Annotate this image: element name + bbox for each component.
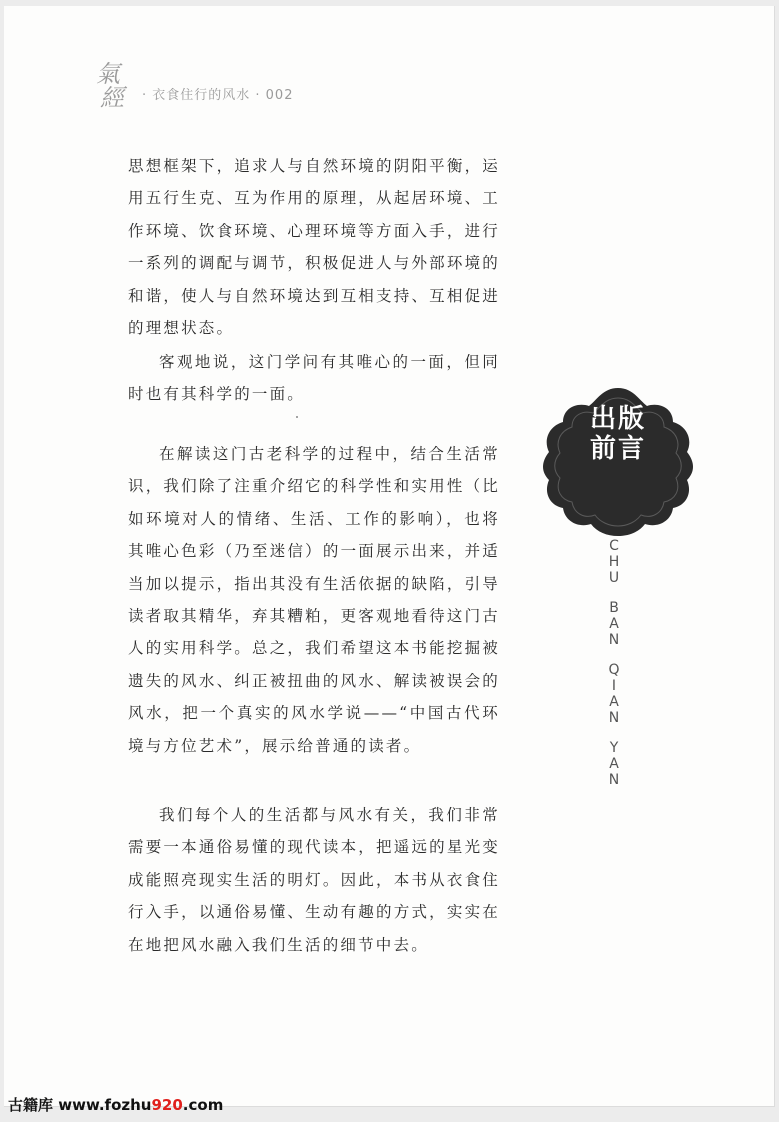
pinyin-gap — [599, 726, 629, 740]
section-badge — [541, 386, 695, 536]
badge-title-line-2: 前言 — [589, 434, 646, 464]
running-head: · 衣食住行的风水 · 002 — [142, 88, 294, 103]
pinyin-letter: H — [608, 554, 620, 570]
site-url-number: 920 — [151, 1096, 183, 1114]
pinyin-letter: A — [609, 756, 619, 772]
book-page — [4, 6, 775, 1107]
section-pinyin — [599, 538, 629, 788]
watermark-footer — [8, 1094, 223, 1115]
stray-mark — [296, 416, 298, 418]
pinyin-letter: N — [608, 710, 620, 726]
paragraph-4-text: 我们每个人的生活都与风水有关，我们非常需要一本通俗易懂的现代读本，把遥远的星光变成能照亮现实生活的明灯。因此，本书从衣食住行入手，以通俗易懂、生动有趣的方式，实实在在地把风水融入我们生活的细节中去。 — [128, 806, 500, 954]
pinyin-letter: U — [608, 570, 620, 586]
badge-title-line-1: 出版 — [589, 404, 646, 434]
book-logo-top: 氣 — [96, 60, 118, 88]
site-url-prefix: www.fozhu — [58, 1096, 152, 1114]
site-url[interactable] — [58, 1096, 223, 1114]
paragraph-2-text: 客观地说，这门学问有其唯心的一面，但同时也有其科学的一面。 — [128, 353, 500, 404]
pinyin-letter: B — [609, 600, 619, 616]
paragraph-4 — [128, 799, 500, 961]
paragraph-3 — [128, 438, 500, 762]
badge-title — [541, 404, 695, 464]
paragraph-3-text: 在解读这门古老科学的过程中，结合生活常识，我们除了注重介绍它的科学性和实用性（比如环境对人的情绪、生活、工作的影响），也将其唯心色彩（乃至迷信）的一面展示出来，并适当加以提示，指出其没有生活依据的缺陷，引导读者取其精华，弃其糟粕，更客观地看待这门古人的实用科学。总之，我们希望这本书能挖掘被遗失的风水、纠正被扭曲的风水、解读被误会的风水，把一个真实的风水学说——“中国古代环境与方位艺术”，展示给普通的读者。 — [128, 445, 500, 755]
paragraph-1-text: 思想框架下，追求人与自然环境的阴阳平衡，运用五行生克、互为作用的原理，从起居环境、工作环境、饮食环境、心理环境等方面入手，进行一系列的调配与调节，积极促进人与外部环境的和谐，使人与自然环境达到互相支持、互相促进的理想状态。 — [128, 157, 500, 338]
pinyin-letter: I — [611, 678, 617, 694]
book-logo-bottom: 經 — [100, 84, 122, 112]
pinyin-gap — [599, 586, 629, 600]
site-url-suffix: .com — [182, 1096, 224, 1114]
pinyin-letter: Q — [608, 662, 620, 678]
pinyin-letter: C — [609, 538, 619, 554]
pinyin-letter: N — [608, 772, 620, 788]
pinyin-letter: A — [609, 616, 619, 632]
pinyin-letter: N — [608, 632, 620, 648]
pinyin-letter: A — [609, 694, 619, 710]
pinyin-letter: Y — [609, 740, 619, 756]
pinyin-gap — [599, 648, 629, 662]
site-name: 古籍库 — [8, 1096, 54, 1114]
paragraph-1 — [128, 150, 500, 344]
paragraph-2 — [128, 346, 500, 411]
